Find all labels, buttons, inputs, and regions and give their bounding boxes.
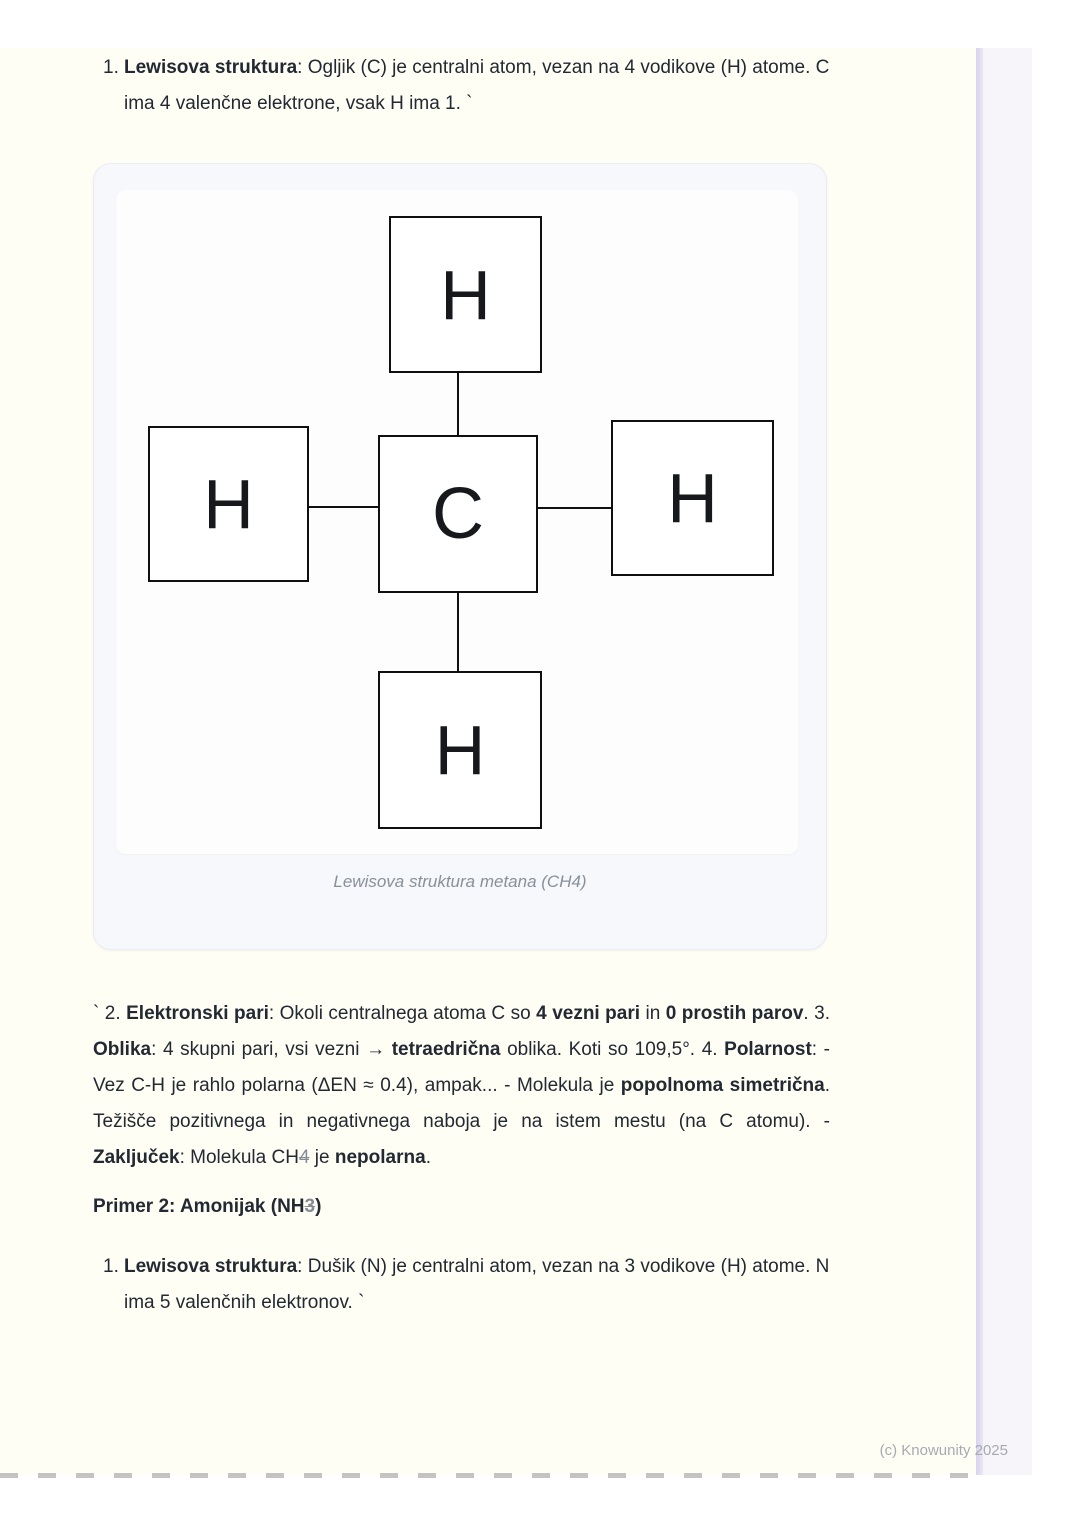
- document-page: [0, 48, 976, 1475]
- page-edge-divider: [976, 48, 983, 1475]
- side-panel: [983, 48, 1032, 1475]
- figure-card: [93, 163, 827, 950]
- atom-box-left: H: [148, 426, 309, 582]
- atom-box-center: C: [378, 435, 538, 593]
- figure-caption: Lewisova struktura metana (CH4): [333, 872, 587, 891]
- copyright-watermark: (c) Knowunity 2025: [879, 1442, 1008, 1459]
- list-marker: 1.: [103, 57, 119, 78]
- atom-box-bottom: H: [378, 671, 542, 829]
- paragraph-text: ` 2. Elektronski pari: Okoli centralnega atoma C so 4 vezni pari in 0 prostih parov. 3. Oblika: 4 skupni pari, vsi vezni → tetraedrična oblika. Koti so 109,5°. 4. Polarnost: - Vez C-H je rahlo polarna (ΔEN ≈ 0.4), ampak... - Molekula je popolnoma simetrična. Težišče pozitivnega in negativnega naboja je na istem mestu (na C atomu). - Zaključek: Molekula CH4 je nepolarna.: [93, 1003, 831, 1168]
- atom-box-right: H: [611, 420, 774, 576]
- list-marker: 1.: [103, 1256, 119, 1277]
- bond-line-right: [538, 507, 611, 509]
- list-item: [103, 50, 830, 122]
- list-item: [103, 1249, 830, 1321]
- page-break-dashed-line: [0, 1473, 976, 1478]
- bond-line-left: [309, 506, 378, 508]
- section-heading: Primer 2: Amonijak (NH3): [93, 1196, 322, 1217]
- lewis-structure-figure: [116, 190, 798, 854]
- bond-line-bottom: [457, 593, 459, 671]
- list-item-text: Lewisova struktura: Ogljik (C) je centralni atom, vezan na 4 vodikove (H) atome. C ima 4 valenčne elektrone, vsak H ima 1. `: [124, 57, 830, 114]
- list-item-text: Lewisova struktura: Dušik (N) je centralni atom, vezan na 3 vodikove (H) atome. N ima 5 valenčnih elektronov. `: [124, 1256, 830, 1313]
- atom-box-top: H: [389, 216, 542, 373]
- bond-line-top: [457, 373, 459, 435]
